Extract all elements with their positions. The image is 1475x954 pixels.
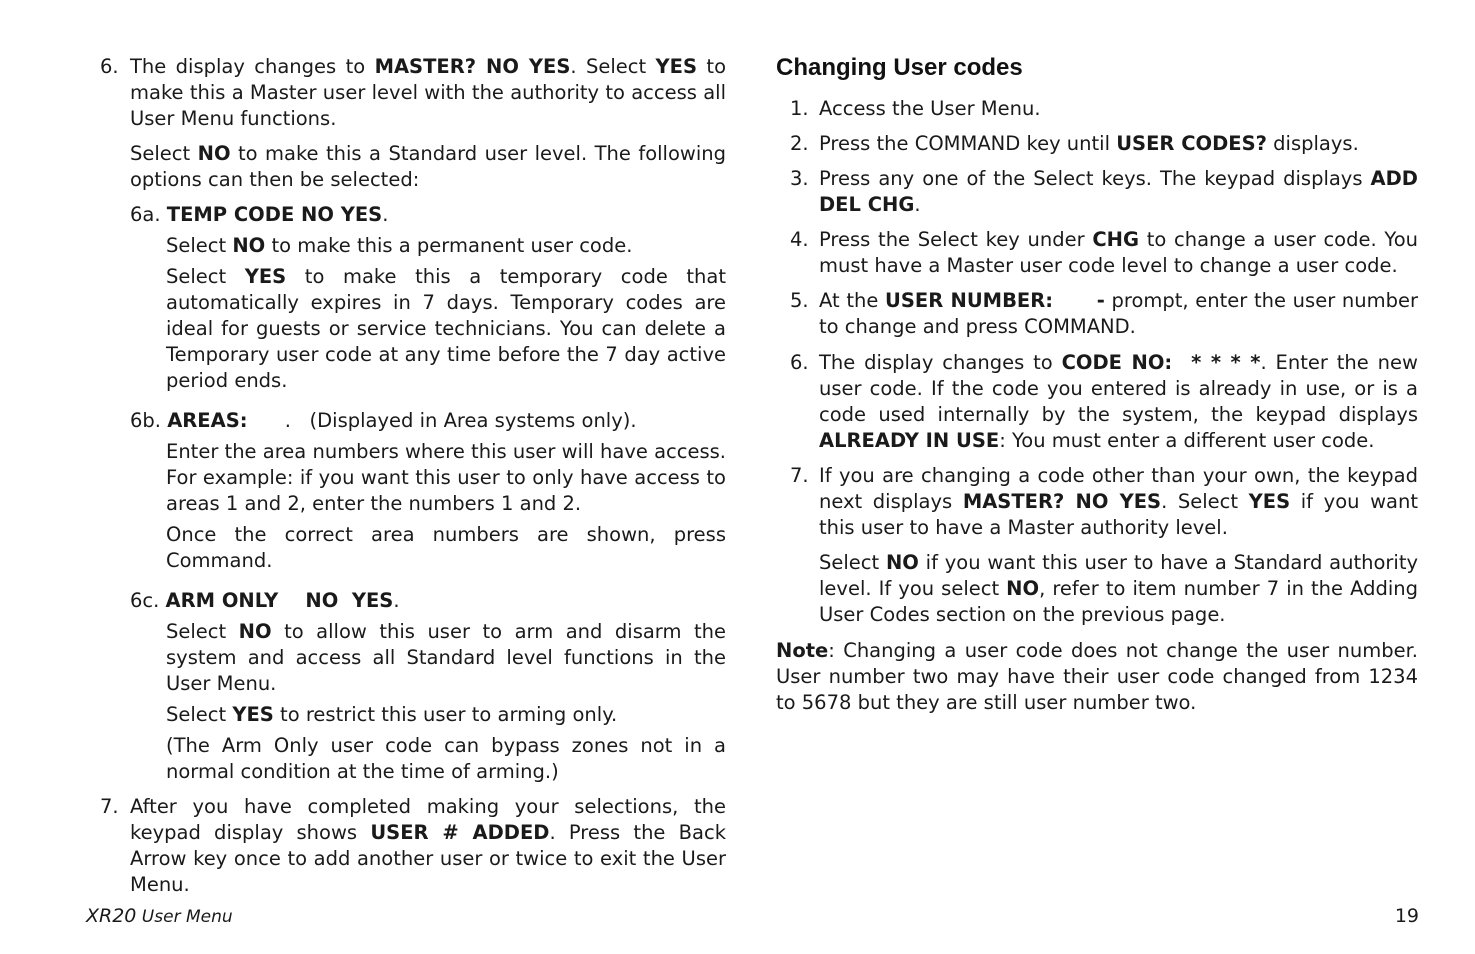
change-step-7: 7. If you are changing a code other than your own, the keypad next displays MASTER? NO YES. Select YES if you want this user to have a Master authority level. Select NO if you want this user to have a Standard authority level. If you select NO, refer to item number 7 in the Adding User Codes section on the previous page. <box>790 464 1419 626</box>
display-text: USER # ADDED <box>370 821 550 844</box>
step-7 <box>100 794 726 898</box>
display-text: CODE NO: * * * * <box>1061 351 1261 374</box>
footer-title <box>86 903 233 930</box>
option-6b <box>130 408 726 574</box>
step-6-paragraph-1: The display changes to MASTER? NO YES. Select YES to make this a Master user level with the authority to access all User Menu functions. <box>130 55 726 130</box>
display-text: USER NUMBER: - <box>885 289 1105 312</box>
note-paragraph: Note: Changing a user code does not change the user number. User number two may have their user code changed from 1234 to 5678 but they are still user number two. <box>776 639 1418 714</box>
display-text: TEMP CODE NO YES <box>166 203 383 226</box>
right-column <box>776 54 1418 716</box>
display-text: USER CODES? <box>1116 132 1267 155</box>
option-6c-title: 6c. ARM ONLY NO YES. <box>130 589 400 612</box>
display-text: CHG <box>1092 228 1139 251</box>
display-text: AREAS: <box>167 409 248 432</box>
step-6 <box>100 54 726 193</box>
step-number: 6. <box>100 55 119 78</box>
option-6c <box>130 588 726 785</box>
step-number: 7. <box>100 795 119 818</box>
option-6b-title: 6b. AREAS: . (Displayed in Area systems only). <box>130 409 637 432</box>
step-7-paragraph: After you have completed making your selections, the keypad display shows USER # ADDED. Press the Back Arrow key once to add another user or twice to exit the User Menu. <box>130 795 726 896</box>
change-step-2: 2. Press the COMMAND key until USER CODES? displays. <box>790 132 1359 155</box>
page-number: 19 <box>1394 905 1419 927</box>
keyword: YES <box>655 55 698 78</box>
change-step-6: 6. The display changes to CODE NO: * * * *. Enter the new user code. If the code you entered is already in use, or is a code used internally by the system, the keypad displays ALREADY IN USE: You must enter a different user code. <box>790 351 1418 452</box>
option-6a-paragraph-2: Select YES to make this a temporary code that automatically expires in 7 days. Temporary codes are ideal for guests or service technicians. You can delete a Temporary user code at any time before the 7 day active period ends. <box>166 265 726 392</box>
display-text: ALREADY IN USE <box>819 429 1000 452</box>
option-6b-paragraph-1: Enter the area numbers where this user will have access. For example: if you want this user to only have access to areas 1 and 2, enter the numbers 1 and 2. <box>166 440 726 515</box>
display-text: ARM ONLY NO YES <box>165 589 394 612</box>
change-step-4: 4. Press the Select key under CHG to change a user code. You must have a Master user code level to change a user code. <box>790 228 1419 277</box>
display-text: ADD DEL CHG <box>819 167 1418 216</box>
display-text: MASTER? NO YES <box>962 490 1162 513</box>
change-step-5: 5. At the USER NUMBER: - prompt, enter the user number to change and press COMMAND. <box>790 289 1419 338</box>
product-name: XR20 <box>86 905 137 927</box>
note-label: Note <box>776 639 829 662</box>
option-6b-paragraph-2: Once the correct area numbers are shown, press Command. <box>166 523 726 572</box>
option-6c-paragraph-3: (The Arm Only user code can bypass zones not in a normal condition at the time of arming.) <box>166 734 726 783</box>
section-heading: Changing User codes <box>776 54 1023 81</box>
section-name: User Menu <box>136 907 233 927</box>
left-column <box>100 54 726 898</box>
option-6a-title: 6a. TEMP CODE NO YES. <box>130 203 389 226</box>
option-6a-paragraph-1: Select NO to make this a permanent user code. <box>166 234 633 257</box>
option-6c-paragraph-1: Select NO to allow this user to arm and disarm the system and access all Standard level functions in the User Menu. <box>166 620 726 695</box>
keyword: NO <box>197 142 231 165</box>
step-6-paragraph-2: Select NO to make this a Standard user level. The following options can then be selected: <box>130 142 727 191</box>
display-text: MASTER? NO YES <box>374 55 571 78</box>
option-6c-paragraph-2: Select YES to restrict this user to arming only. <box>166 703 618 726</box>
option-6a <box>130 202 726 394</box>
change-step-3: 3. Press any one of the Select keys. The keypad displays ADD DEL CHG. <box>790 167 1418 216</box>
change-step-1: 1. Access the User Menu. <box>790 97 1041 120</box>
